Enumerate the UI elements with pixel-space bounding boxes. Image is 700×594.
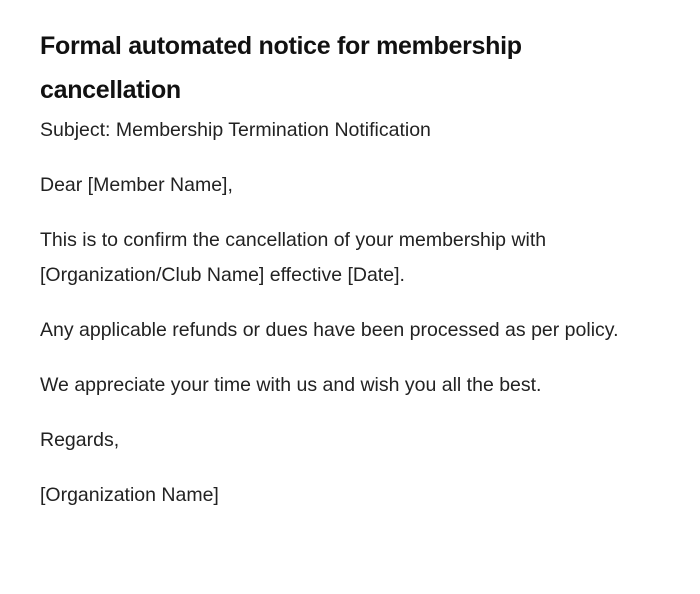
signature-line: [Organization Name] xyxy=(40,484,219,506)
closing-line: Regards, xyxy=(40,429,120,451)
greeting-line: Dear [Member Name], xyxy=(40,174,233,196)
body-paragraph-appreciation: We appreciate your time with us and wish you all the best. xyxy=(40,374,542,396)
document-title: Formal automated notice for membership cancellation xyxy=(40,32,522,104)
body-paragraph-refunds: Any applicable refunds or dues have been processed as per policy. xyxy=(40,319,619,341)
subject-line: Subject: Membership Termination Notification xyxy=(40,119,431,141)
body-paragraph-confirmation: This is to confirm the cancellation of your membership with [Organization/Club Name] effective [Date]. xyxy=(40,229,547,286)
